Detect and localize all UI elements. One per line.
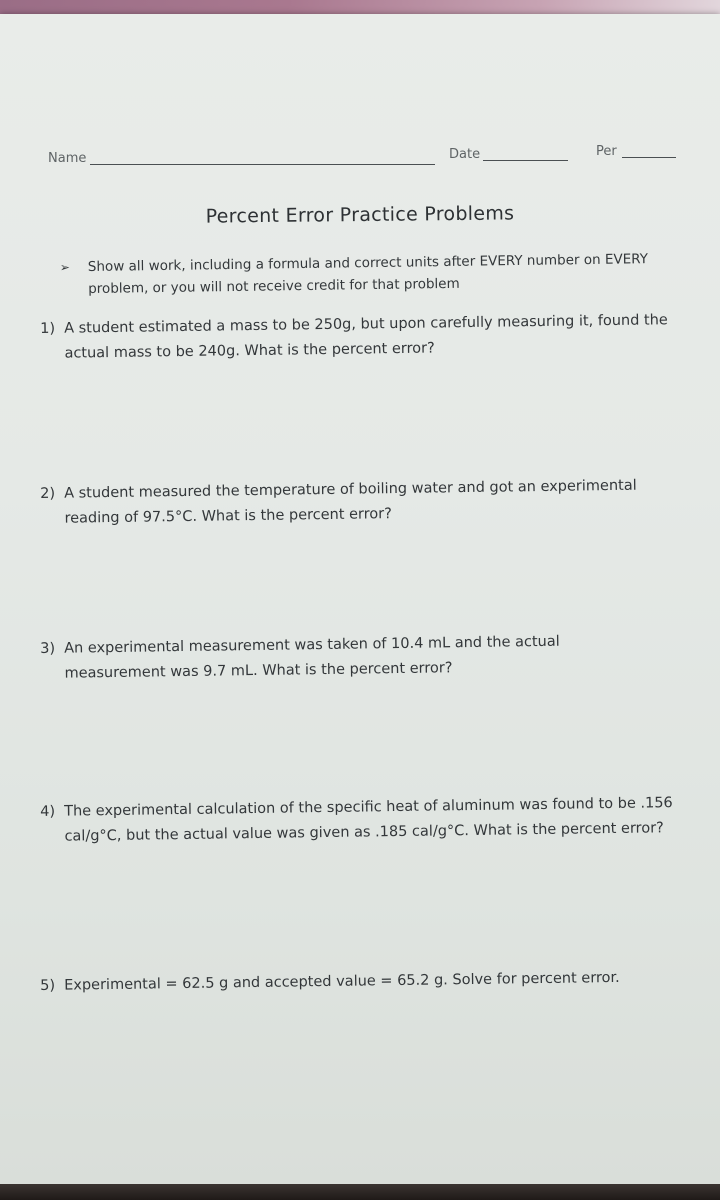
problem-1: [40, 308, 681, 367]
worksheet-page: [0, 14, 720, 1186]
name-blank-line: [90, 164, 435, 165]
problem-number: 5): [40, 977, 56, 994]
problem-text: A student estimated a mass to be 250g, but upon carefully measuring it, found the actual mass to be 240g. What is the percent error?: [64, 312, 668, 362]
problem-4: [40, 791, 709, 850]
problem-text: An experimental measurement was taken of 10.4 mL and the actual measurement was 9.7 mL. What is the percent error?: [64, 633, 560, 682]
problem-number: 3): [40, 640, 56, 657]
problem-5: [40, 965, 708, 999]
per-blank-line: [622, 157, 676, 158]
problem-number: 2): [40, 485, 56, 502]
background-edge: [0, 1184, 720, 1200]
per-label: Per: [596, 144, 617, 159]
page-title: Percent Error Practice Problems: [205, 202, 515, 228]
problem-2: [40, 473, 689, 532]
date-label: Date: [449, 147, 481, 162]
problem-text: The experimental calculation of the specific heat of aluminum was found to be .156 cal/g°C, but the actual value was given as .185 cal/g°C. What is the percent error?: [64, 795, 673, 845]
instruction-item: [60, 248, 691, 301]
problem-number: 1): [40, 320, 56, 337]
problem-text: A student measured the temperature of boiling water and got an experimental reading of 97.5°C. What is the percent error?: [64, 477, 637, 527]
date-blank-line: [483, 160, 568, 161]
problem-3: [40, 629, 631, 687]
problem-text: Experimental = 62.5 g and accepted value = 65.2 g. Solve for percent error.: [64, 969, 620, 994]
arrow-bullet-icon: ➢: [59, 260, 71, 275]
instruction-text: Show all work, including a formula and correct units after EVERY number on EVERY problem, or you will not receive credit for that problem: [87, 251, 649, 298]
name-label: Name: [48, 151, 87, 166]
problem-number: 4): [40, 803, 56, 820]
